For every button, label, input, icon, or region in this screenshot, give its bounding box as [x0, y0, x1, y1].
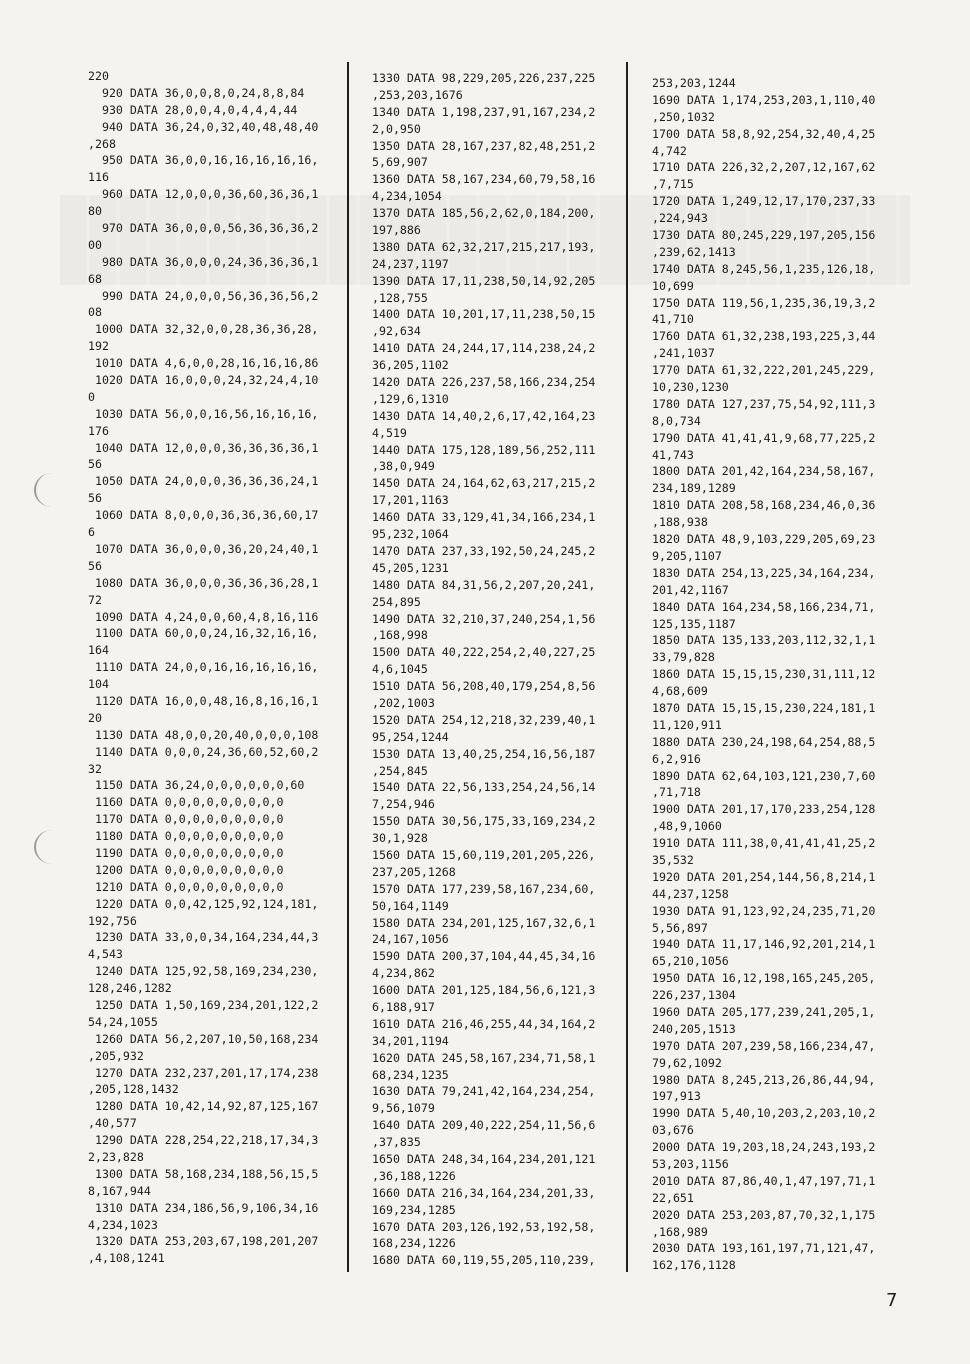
code-line: 960 DATA 12,0,0,0,36,60,36,36,1	[88, 187, 319, 202]
code-line: 1810 DATA 208,58,168,234,46,0,36	[652, 498, 876, 513]
code-line: 1640 DATA 209,40,222,254,11,56,6	[372, 1118, 596, 1133]
code-line: 1600 DATA 201,125,184,56,6,121,3	[372, 983, 596, 998]
code-line: ,188,938	[652, 515, 708, 530]
code-line: 1820 DATA 48,9,103,229,205,69,23	[652, 532, 876, 547]
code-line: 0	[88, 389, 95, 404]
code-line: 6,188,917	[372, 999, 435, 1014]
code-line: 1970 DATA 207,239,58,166,234,47,	[652, 1038, 876, 1053]
code-line: 8,167,944	[88, 1183, 151, 1198]
code-line: 1280 DATA 10,42,14,92,87,125,167	[88, 1099, 319, 1114]
code-line: ,168,989	[652, 1224, 708, 1239]
code-line: 192,756	[88, 913, 137, 928]
code-line: 1080 DATA 36,0,0,0,36,36,36,28,1	[88, 575, 319, 590]
code-line: 1860 DATA 15,15,15,230,31,111,12	[652, 667, 876, 682]
code-line: 1160 DATA 0,0,0,0,0,0,0,0,0	[88, 795, 284, 810]
code-line: ,268	[88, 136, 116, 151]
code-line: 125,135,1187	[652, 616, 736, 631]
code-line: 1610 DATA 216,46,255,44,34,164,2	[372, 1016, 596, 1031]
code-line: 1260 DATA 56,2,207,10,50,168,234	[88, 1031, 319, 1046]
code-line: 50,164,1149	[372, 898, 449, 913]
code-line: 1590 DATA 200,37,104,44,45,34,16	[372, 949, 596, 964]
column-divider	[347, 62, 349, 1272]
code-line: 1140 DATA 0,0,0,24,36,60,52,60,2	[88, 744, 319, 759]
code-line: 1130 DATA 48,0,0,20,40,0,0,0,108	[88, 727, 319, 742]
code-line: 5,56,897	[652, 920, 708, 935]
code-line: 1120 DATA 16,0,0,48,16,8,16,16,1	[88, 693, 319, 708]
listing-column-left	[88, 68, 318, 1267]
code-line: 253,203,1244	[652, 76, 736, 90]
code-line: 24,167,1056	[372, 932, 449, 947]
code-line: 1050 DATA 24,0,0,0,36,36,36,24,1	[88, 474, 319, 489]
code-line: ,36,188,1226	[372, 1168, 456, 1183]
code-line: 1240 DATA 125,92,58,169,234,230,	[88, 964, 319, 979]
code-line: 30,1,928	[372, 831, 428, 846]
code-line: ,7,715	[652, 177, 694, 192]
code-line: ,168,998	[372, 628, 428, 643]
code-line: 68	[88, 271, 102, 286]
code-line: 8,0,734	[652, 413, 701, 428]
code-line: 970 DATA 36,0,0,0,56,36,36,36,2	[88, 221, 319, 236]
code-line: 1710 DATA 226,32,2,207,12,167,62	[652, 160, 876, 175]
code-line: 1340 DATA 1,198,237,91,167,234,2	[372, 104, 596, 119]
code-line: 930 DATA 28,0,0,4,0,4,4,4,44	[88, 102, 298, 117]
code-line: ,224,943	[652, 211, 708, 226]
code-line: 95,232,1064	[372, 527, 449, 542]
code-line: 201,42,1167	[652, 582, 729, 597]
code-line: 1430 DATA 14,40,2,6,17,42,164,23	[372, 408, 596, 423]
code-line: 1270 DATA 232,237,201,17,174,238	[88, 1065, 319, 1080]
code-line: 254,895	[372, 594, 421, 609]
code-line: 1920 DATA 201,254,144,56,8,214,1	[652, 869, 876, 884]
code-line: ,129,6,1310	[372, 391, 449, 406]
code-line: 1500 DATA 40,222,254,2,40,227,25	[372, 645, 596, 660]
code-line: 24,237,1197	[372, 256, 449, 271]
code-line: 1650 DATA 248,34,164,234,201,121	[372, 1152, 596, 1166]
code-line: ,71,718	[652, 785, 701, 800]
code-line: 1740 DATA 8,245,56,1,235,126,18,	[652, 261, 876, 276]
code-line: 65,210,1056	[652, 954, 729, 969]
code-line: 168,234,1226	[372, 1236, 456, 1251]
code-line: 1060 DATA 8,0,0,0,36,36,36,60,17	[88, 508, 319, 523]
code-line: ,205,128,1432	[88, 1082, 179, 1097]
code-line: 1220 DATA 0,0,42,125,92,124,181,	[88, 896, 319, 911]
code-line: 197,886	[372, 223, 421, 238]
code-line: 1770 DATA 61,32,222,201,245,229,	[652, 363, 876, 378]
code-line: ,4,108,1241	[88, 1251, 165, 1266]
code-line: 00	[88, 237, 102, 252]
code-line: 1990 DATA 5,40,10,203,2,203,10,2	[652, 1106, 876, 1121]
code-line: 1020 DATA 16,0,0,0,24,32,24,4,10	[88, 373, 319, 388]
code-line: 9,56,1079	[372, 1101, 435, 1116]
code-line: 1930 DATA 91,123,92,24,235,71,20	[652, 903, 876, 918]
code-line: 4,68,609	[652, 684, 708, 699]
code-line: 1510 DATA 56,208,40,179,254,8,56	[372, 679, 596, 694]
code-line: 240,205,1513	[652, 1021, 736, 1036]
code-line: 1000 DATA 32,32,0,0,28,36,36,28,	[88, 322, 319, 337]
code-line: 4,6,1045	[372, 662, 428, 677]
code-line: 17,201,1163	[372, 493, 449, 508]
code-line: 920 DATA 36,0,0,8,0,24,8,8,84	[88, 85, 305, 100]
code-line: 1700 DATA 58,8,92,254,32,40,4,25	[652, 126, 876, 141]
code-line: 1210 DATA 0,0,0,0,0,0,0,0,0	[88, 879, 284, 894]
code-line: 2010 DATA 87,86,40,1,47,197,71,1	[652, 1173, 876, 1188]
code-line: 7,254,946	[372, 797, 435, 812]
code-line: 68,234,1235	[372, 1067, 449, 1082]
code-line: 1980 DATA 8,245,213,26,86,44,94,	[652, 1072, 876, 1087]
code-line: 1090 DATA 4,24,0,0,60,4,8,16,116	[88, 609, 319, 624]
code-line: 128,246,1282	[88, 981, 172, 996]
code-line: 1910 DATA 111,38,0,41,41,41,25,2	[652, 836, 876, 851]
listing-column-middle	[372, 70, 595, 1269]
code-line: 44,237,1258	[652, 886, 729, 901]
code-line: 1310 DATA 234,186,56,9,106,34,16	[88, 1200, 319, 1215]
code-line: 1300 DATA 58,168,234,188,56,15,5	[88, 1166, 319, 1181]
code-line: 80	[88, 204, 102, 219]
code-line: 116	[88, 170, 109, 185]
code-line: ,205,932	[88, 1048, 144, 1063]
code-line: 1440 DATA 175,128,189,56,252,111	[372, 442, 596, 457]
code-line: 1460 DATA 33,129,41,34,166,234,1	[372, 510, 596, 525]
code-line: 220	[88, 69, 109, 83]
code-line: 1580 DATA 234,201,125,167,32,6,1	[372, 915, 596, 930]
code-line: 6,2,916	[652, 751, 701, 766]
code-line: 95,254,1244	[372, 729, 449, 744]
listing-column-right	[652, 75, 875, 1274]
code-line: 1350 DATA 28,167,237,82,48,251,2	[372, 138, 596, 153]
code-line: 10,699	[652, 278, 694, 293]
code-line: 1450 DATA 24,164,62,63,217,215,2	[372, 476, 596, 491]
code-line: 237,205,1268	[372, 864, 456, 879]
code-line: 1890 DATA 62,64,103,121,230,7,60	[652, 768, 876, 783]
code-line: 1750 DATA 119,56,1,235,36,19,3,2	[652, 295, 876, 310]
code-line: 1950 DATA 16,12,198,165,245,205,	[652, 971, 876, 986]
code-line: 1490 DATA 32,210,37,240,254,1,56	[372, 611, 596, 626]
code-line: 1570 DATA 177,239,58,167,234,60,	[372, 881, 596, 896]
code-line: 1410 DATA 24,244,17,114,238,24,2	[372, 341, 596, 356]
code-line: 54,24,1055	[88, 1014, 158, 1029]
code-line: 1380 DATA 62,32,217,215,217,193,	[372, 239, 596, 254]
code-line: 35,532	[652, 852, 694, 867]
code-line: 1720 DATA 1,249,12,17,170,237,33	[652, 194, 876, 209]
code-line: 1780 DATA 127,237,75,54,92,111,3	[652, 396, 876, 411]
code-line: 08	[88, 305, 102, 320]
code-line: 56	[88, 457, 102, 472]
code-line: 33,79,828	[652, 650, 715, 665]
code-line: 1620 DATA 245,58,167,234,71,58,1	[372, 1050, 596, 1065]
code-line: 1390 DATA 17,11,238,50,14,92,205	[372, 273, 596, 288]
code-line: 1470 DATA 237,33,192,50,24,245,2	[372, 543, 596, 558]
code-line: 56	[88, 558, 102, 573]
code-line: 20	[88, 710, 102, 725]
code-line: 1190 DATA 0,0,0,0,0,0,0,0,0	[88, 845, 284, 860]
code-line: 192	[88, 339, 109, 354]
code-line: 4,234,1023	[88, 1217, 158, 1232]
code-line: ,250,1032	[652, 109, 715, 124]
code-line: 1960 DATA 205,177,239,241,205,1,	[652, 1004, 876, 1019]
code-line: ,38,0,949	[372, 459, 435, 474]
code-line: 36,205,1102	[372, 358, 449, 373]
code-line: 1690 DATA 1,174,253,203,1,110,40	[652, 92, 876, 107]
code-line: 1680 DATA 60,119,55,205,110,239,	[372, 1253, 596, 1268]
code-line: 45,205,1231	[372, 560, 449, 575]
punch-hole	[34, 830, 70, 864]
code-line: ,254,845	[372, 763, 428, 778]
code-line: 5,69,907	[372, 155, 428, 170]
code-line: 1790 DATA 41,41,41,9,68,77,225,2	[652, 430, 876, 445]
code-line: 234,189,1289	[652, 481, 736, 496]
code-line: ,128,755	[372, 290, 428, 305]
code-line: 4,519	[372, 425, 407, 440]
code-line: 2020 DATA 253,203,87,70,32,1,175	[652, 1207, 876, 1222]
code-line: 41,743	[652, 447, 694, 462]
code-line: 1110 DATA 24,0,0,16,16,16,16,16,	[88, 660, 319, 675]
code-line: 2,0,950	[372, 121, 421, 136]
code-line: 1880 DATA 230,24,198,64,254,88,5	[652, 734, 876, 749]
code-line: 1040 DATA 12,0,0,0,36,36,36,36,1	[88, 440, 319, 455]
code-line: ,202,1003	[372, 695, 435, 710]
code-line: 1230 DATA 33,0,0,34,164,234,44,3	[88, 930, 319, 945]
code-line: 1360 DATA 58,167,234,60,79,58,16	[372, 172, 596, 187]
code-line: 1250 DATA 1,50,169,234,201,122,2	[88, 997, 319, 1012]
code-line: 1320 DATA 253,203,67,198,201,207	[88, 1234, 319, 1249]
code-line: 1900 DATA 201,17,170,233,254,128	[652, 802, 876, 817]
code-line: 1100 DATA 60,0,0,24,16,32,16,16,	[88, 626, 319, 641]
code-line: 9,205,1107	[652, 548, 722, 563]
code-line: 1540 DATA 22,56,133,254,24,56,14	[372, 780, 596, 795]
code-line: 940 DATA 36,24,0,32,40,48,48,40	[88, 119, 319, 134]
code-line: 950 DATA 36,0,0,16,16,16,16,16,	[88, 153, 319, 168]
code-line: 4,543	[88, 947, 123, 962]
code-line: 169,234,1285	[372, 1202, 456, 1217]
code-line: ,253,203,1676	[372, 87, 463, 102]
code-line: 1200 DATA 0,0,0,0,0,0,0,0,0	[88, 862, 284, 877]
code-line: 176	[88, 423, 109, 438]
code-line: 1070 DATA 36,0,0,0,36,20,24,40,1	[88, 541, 319, 556]
code-line: 6	[88, 525, 95, 540]
code-line: 1400 DATA 10,201,17,11,238,50,15	[372, 307, 596, 322]
code-line: 1420 DATA 226,237,58,166,234,254	[372, 375, 596, 390]
code-line: 11,120,911	[652, 717, 722, 732]
code-line: 1150 DATA 36,24,0,0,0,0,0,0,60	[88, 778, 305, 793]
code-line: 2000 DATA 19,203,18,24,243,193,2	[652, 1140, 876, 1155]
code-line: ,40,577	[88, 1116, 137, 1131]
code-line: 79,62,1092	[652, 1055, 722, 1070]
code-line: 56	[88, 491, 102, 506]
code-line: 4,234,862	[372, 966, 435, 981]
code-line: 1800 DATA 201,42,164,234,58,167,	[652, 464, 876, 479]
page-number: 7	[886, 1290, 898, 1311]
code-line: 162,176,1128	[652, 1258, 736, 1273]
code-line: 104	[88, 677, 109, 692]
code-line: 1330 DATA 98,229,205,226,237,225	[372, 71, 596, 85]
code-line: 1760 DATA 61,32,238,193,225,3,44	[652, 329, 876, 344]
code-line: ,92,634	[372, 324, 421, 339]
code-line: 1670 DATA 203,126,192,53,192,58,	[372, 1219, 596, 1234]
code-line: 1840 DATA 164,234,58,166,234,71,	[652, 599, 876, 614]
code-line: 1630 DATA 79,241,42,164,234,254,	[372, 1084, 596, 1099]
code-line: 1870 DATA 15,15,15,230,224,181,1	[652, 700, 876, 715]
code-line: ,37,835	[372, 1135, 421, 1150]
column-divider	[626, 62, 628, 1272]
code-line: 2,23,828	[88, 1150, 144, 1164]
code-line: 1940 DATA 11,17,146,92,201,214,1	[652, 937, 876, 952]
code-line: 22,651	[652, 1190, 694, 1205]
code-line: ,239,62,1413	[652, 244, 736, 259]
code-line: 1560 DATA 15,60,119,201,205,226,	[372, 847, 596, 862]
code-line: 980 DATA 36,0,0,0,24,36,36,36,1	[88, 254, 319, 269]
code-line: 32	[88, 761, 102, 776]
code-line: 197,913	[652, 1089, 701, 1104]
code-line: 4,742	[652, 143, 687, 158]
code-line: ,48,9,1060	[652, 819, 722, 834]
code-line: 1010 DATA 4,6,0,0,28,16,16,16,86	[88, 356, 319, 371]
code-line: 4,234,1054	[372, 189, 442, 204]
code-line: 164	[88, 643, 109, 658]
code-line: 1850 DATA 135,133,203,112,32,1,1	[652, 633, 876, 648]
code-line: 34,201,1194	[372, 1033, 449, 1048]
code-line: 41,710	[652, 312, 694, 327]
punch-hole	[34, 473, 70, 507]
code-line: 03,676	[652, 1123, 694, 1138]
code-line: 53,203,1156	[652, 1157, 729, 1171]
code-line: 1550 DATA 30,56,175,33,169,234,2	[372, 814, 596, 829]
code-line: 1030 DATA 56,0,0,16,56,16,16,16,	[88, 406, 319, 421]
code-line: 1530 DATA 13,40,25,254,16,56,187	[372, 746, 596, 761]
code-line: 1520 DATA 254,12,218,32,239,40,1	[372, 712, 596, 727]
code-line: 1730 DATA 80,245,229,197,205,156	[652, 228, 876, 243]
code-line: ,241,1037	[652, 346, 715, 361]
code-line: 1480 DATA 84,31,56,2,207,20,241,	[372, 577, 596, 592]
code-line: 990 DATA 24,0,0,0,56,36,36,56,2	[88, 288, 319, 303]
code-line: 1290 DATA 228,254,22,218,17,34,3	[88, 1133, 319, 1148]
code-line: 1170 DATA 0,0,0,0,0,0,0,0,0	[88, 812, 284, 827]
code-line: 1830 DATA 254,13,225,34,164,234,	[652, 565, 876, 580]
code-line: 1370 DATA 185,56,2,62,0,184,200,	[372, 206, 596, 221]
code-line: 2030 DATA 193,161,197,71,121,47,	[652, 1241, 876, 1256]
code-line: 226,237,1304	[652, 988, 736, 1003]
code-line: 72	[88, 592, 102, 607]
code-line: 10,230,1230	[652, 380, 729, 395]
code-line: 1660 DATA 216,34,164,234,201,33,	[372, 1185, 596, 1200]
code-line: 1180 DATA 0,0,0,0,0,0,0,0,0	[88, 829, 284, 844]
